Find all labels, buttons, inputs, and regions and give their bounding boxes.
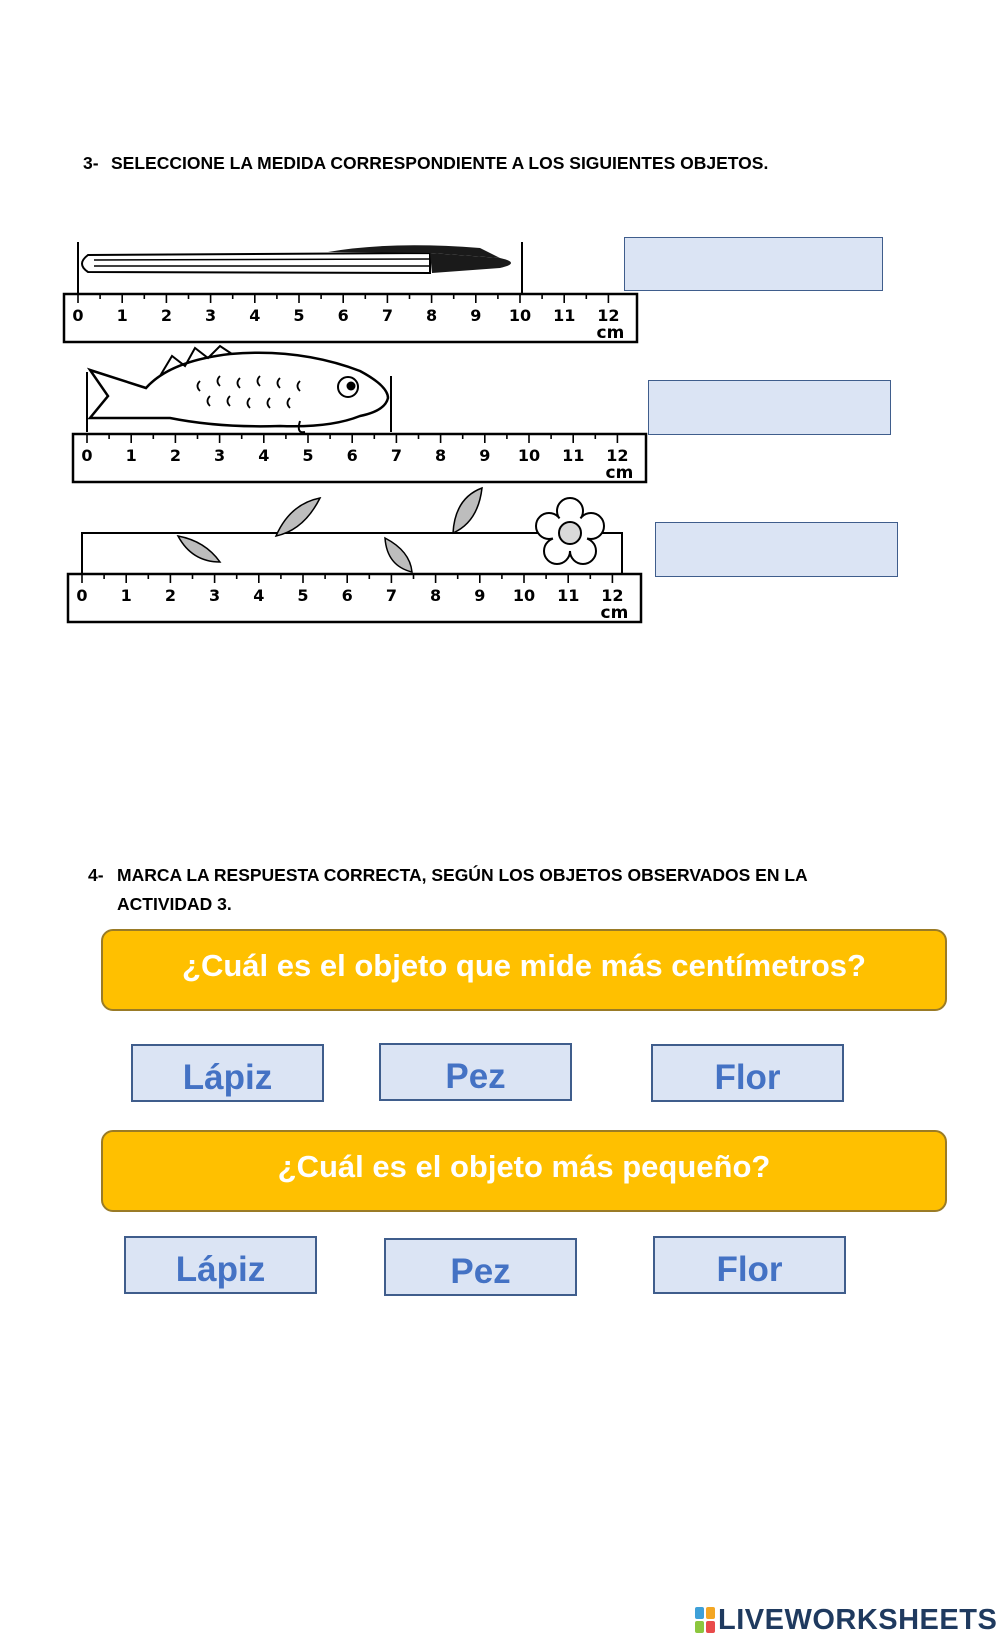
ruler-tick-label: 5 — [302, 446, 314, 465]
ruler-tick-label: 11 — [553, 306, 576, 325]
ruler-tick-label: 5 — [297, 586, 309, 605]
ruler-tick-label: 2 — [164, 586, 176, 605]
ruler-2 — [73, 434, 646, 483]
ruler-tick-label: 0 — [81, 446, 93, 465]
ruler-tick-label: 10 — [512, 586, 536, 605]
section3-text: SELECCIONE LA MEDIDA CORRESPONDIENTE A LOS SIGUIENTES OBJETOS. — [111, 153, 769, 173]
ruler-tick-label: 8 — [426, 306, 438, 325]
ruler-tick-label: 8 — [430, 586, 442, 605]
q1-option-pez[interactable]: Pez — [379, 1043, 572, 1101]
ruler-tick-label: 9 — [474, 586, 486, 605]
ruler-tick-label: 1 — [116, 306, 128, 325]
ruler-tick-label: 3 — [209, 586, 221, 605]
section4-text-line1: MARCA LA RESPUESTA CORRECTA, SEGÚN LOS OBJETOS OBSERVADOS EN LA — [117, 865, 808, 885]
brand-name: LIVEWORKSHEETS — [718, 1603, 998, 1636]
section4-number: 4- — [88, 865, 104, 885]
ruler-tick-label: 12 — [606, 446, 629, 465]
ruler-tick-label: 4 — [253, 586, 265, 605]
ruler-tick-label: 2 — [160, 306, 172, 325]
ruler-tick-label: 0 — [72, 306, 84, 325]
q1-option-flor[interactable]: Flor — [651, 1044, 844, 1102]
logo-mark-icon — [695, 1607, 715, 1633]
question-1-banner: ¿Cuál es el objeto que mide más centímetros? — [101, 929, 947, 1011]
ruler-tick-label: 5 — [293, 306, 305, 325]
ruler-tick-label: 10 — [517, 446, 541, 465]
ruler-tick-label: 4 — [258, 446, 270, 465]
ruler-3 — [68, 574, 641, 623]
section4-instruction — [88, 860, 888, 920]
ruler-body — [68, 574, 641, 622]
ruler-body — [73, 434, 646, 482]
flower-measure-input[interactable] — [655, 522, 898, 577]
fish-measure-input[interactable] — [648, 380, 891, 435]
section4-text-line2: ACTIVIDAD 3. — [117, 894, 232, 914]
pencil-measure-input[interactable] — [624, 237, 883, 291]
ruler-tick-label: 10 — [508, 306, 532, 325]
q2-option-lapiz[interactable]: Lápiz — [124, 1236, 317, 1294]
q1-option-lapiz[interactable]: Lápiz — [131, 1044, 324, 1102]
ruler-tick-label: 8 — [435, 446, 447, 465]
ruler-tick-label: 6 — [346, 446, 358, 465]
ruler-unit-label: cm — [605, 463, 634, 483]
ruler-tick-label: 9 — [470, 306, 482, 325]
ruler-tick-label: 1 — [125, 446, 137, 465]
pencil-illustration — [78, 242, 522, 296]
ruler-tick-label: 4 — [249, 306, 261, 325]
ruler-tick-label: 0 — [76, 586, 88, 605]
ruler-tick-label: 6 — [341, 586, 353, 605]
ruler-tick-label: 12 — [601, 586, 624, 605]
ruler-tick-label: 7 — [385, 586, 397, 605]
ruler-tick-label: 1 — [120, 586, 132, 605]
ruler-tick-label: 11 — [557, 586, 580, 605]
q2-option-pez[interactable]: Pez — [384, 1238, 577, 1296]
ruler-unit-label: cm — [600, 603, 629, 623]
ruler-unit-label: cm — [596, 323, 625, 343]
ruler-body — [64, 294, 637, 342]
flower-illustration — [82, 488, 622, 577]
fish-illustration — [87, 346, 391, 432]
ruler-tick-label: 3 — [214, 446, 226, 465]
ruler-tick-label: 6 — [337, 306, 349, 325]
liveworksheets-logo — [695, 1604, 997, 1636]
question-2-banner: ¿Cuál es el objeto más pequeño? — [101, 1130, 947, 1212]
ruler-tick-label: 7 — [390, 446, 402, 465]
ruler-tick-label: 11 — [562, 446, 585, 465]
ruler-1 — [64, 294, 637, 343]
ruler-tick-label: 2 — [169, 446, 181, 465]
ruler-tick-label: 3 — [205, 306, 217, 325]
ruler-tick-label: 7 — [381, 306, 393, 325]
ruler-tick-label: 12 — [597, 306, 620, 325]
q2-option-flor[interactable]: Flor — [653, 1236, 846, 1294]
ruler-tick-label: 9 — [479, 446, 491, 465]
section3-number: 3- — [83, 153, 99, 173]
